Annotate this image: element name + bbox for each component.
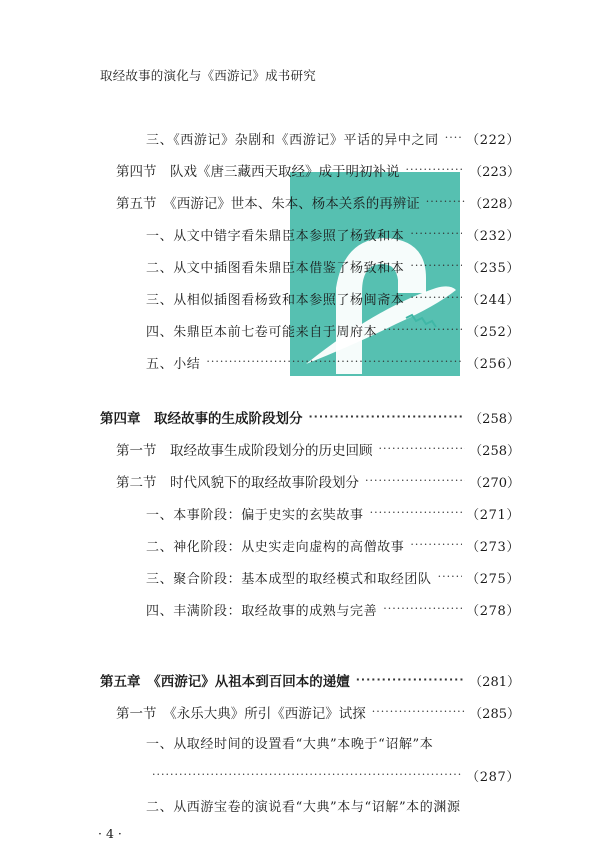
toc-entry-page: （232） <box>466 228 520 244</box>
toc-entry-page: （271） <box>466 507 520 523</box>
toc-entry-page: （223） <box>469 164 520 180</box>
toc-entry-page: （244） <box>466 292 520 308</box>
toc-entry[interactable] <box>146 352 520 372</box>
toc-entry-title: 五、小结 <box>146 356 201 372</box>
leader-dots <box>309 407 466 427</box>
toc-entry-title-long[interactable]: 二、从西游宝卷的演说看“大典”本与“诏解”本的渊源 <box>146 800 461 815</box>
leader-dots <box>445 128 462 148</box>
toc-entry-title: 一、本事阶段：偏于史实的玄奘故事 <box>146 507 364 523</box>
toc-entry[interactable] <box>116 160 520 180</box>
leader-dots <box>379 439 466 459</box>
toc-entry-page: （273） <box>466 539 520 555</box>
toc-entry[interactable] <box>116 439 520 459</box>
toc-entry-title: 第四章 取经故事的生成阶段划分 <box>100 411 303 427</box>
toc-entry[interactable] <box>146 288 520 308</box>
leader-dots <box>206 352 462 372</box>
toc-entry-title: 二、从文中插图看朱鼎臣本借鉴了杨致和本 <box>146 260 405 276</box>
page-number: · 4 · <box>98 826 122 841</box>
toc-entry-title: 三、《西游记》杂剧和《西游记》平话的异中之同 <box>146 132 439 148</box>
toc-entry[interactable] <box>146 535 520 555</box>
toc-entry[interactable] <box>116 471 520 491</box>
toc-entry-page: （252） <box>466 324 520 340</box>
leader-dots <box>383 320 462 340</box>
toc-entry-page: （222） <box>466 132 520 148</box>
running-header: 取经故事的演化与《西游记》成书研究 <box>100 68 316 83</box>
leader-dots <box>365 471 465 491</box>
toc-entry-page: （235） <box>466 260 520 276</box>
toc-chapter-entry[interactable] <box>100 407 520 427</box>
leader-dots <box>426 192 465 212</box>
toc-entry-page: （258） <box>469 411 520 427</box>
toc-entry[interactable] <box>146 599 520 619</box>
toc-entry-title: 三、从相似插图看杨致和本参照了杨闽斋本 <box>146 292 405 308</box>
toc-entry-title: 第五章 《西游记》从祖本到百回本的递嬗 <box>100 674 350 690</box>
toc-entry-page: （270） <box>469 475 520 491</box>
leader-dots <box>410 224 462 244</box>
leader-dots <box>410 288 462 308</box>
toc-entry-title: 三、聚合阶段：基本成型的取经模式和取经团队 <box>146 571 432 587</box>
toc-entry-title: 四、朱鼎臣本前七卷可能来自于周府本 <box>146 324 378 340</box>
toc-entry[interactable] <box>116 702 520 722</box>
toc-entry-title: 二、神化阶段：从史实走向虚构的高僧故事 <box>146 539 405 555</box>
toc-entry-continuation[interactable] <box>146 765 520 785</box>
toc-entry[interactable] <box>146 320 520 340</box>
toc-entry-page: （285） <box>469 706 520 722</box>
leader-dots <box>438 567 463 587</box>
toc-entry-page: （275） <box>466 571 520 587</box>
leader-dots <box>372 702 465 722</box>
leader-dots <box>370 503 463 523</box>
toc-entry[interactable] <box>146 256 520 276</box>
toc-entry[interactable] <box>146 503 520 523</box>
toc-entry-title: 第一节 《永乐大典》所引《西游记》试探 <box>116 706 366 722</box>
toc-entry[interactable] <box>116 192 520 212</box>
toc-entry-page: （256） <box>466 356 520 372</box>
toc-entry-title: 第五节 《西游记》世本、朱本、杨本关系的再辨证 <box>116 196 420 212</box>
toc-entry[interactable] <box>146 128 520 148</box>
toc-entry-page: （278） <box>466 603 520 619</box>
toc-entry[interactable] <box>146 567 520 587</box>
leader-dots <box>410 256 462 276</box>
leader-dots <box>383 599 462 619</box>
toc-entry-title: 四、丰满阶段：取经故事的成熟与完善 <box>146 603 378 619</box>
toc-entry-title: 第二节 时代风貌下的取经故事阶段划分 <box>116 475 359 491</box>
toc-entry-title: 一、从文中错字看朱鼎臣本参照了杨致和本 <box>146 228 405 244</box>
toc-entry-title-long[interactable]: 一、从取经时间的设置看“大典”本晚于“诏解”本 <box>146 737 434 752</box>
toc-entry-title: 第一节 取经故事生成阶段划分的历史回顾 <box>116 443 373 459</box>
toc-entry[interactable] <box>146 224 520 244</box>
leader-dots <box>410 535 462 555</box>
leader-dots <box>406 160 466 180</box>
toc-entry-page: （258） <box>469 443 520 459</box>
leader-dots <box>152 765 462 785</box>
toc-entry-page: （228） <box>469 196 520 212</box>
toc-entry-page: （281） <box>469 674 520 690</box>
toc-entry-title: 第四节 队戏《唐三藏西天取经》成于明初补说 <box>116 164 400 180</box>
toc-chapter-entry[interactable] <box>100 670 520 690</box>
leader-dots <box>356 670 465 690</box>
toc-entry-page: （287） <box>466 769 520 785</box>
